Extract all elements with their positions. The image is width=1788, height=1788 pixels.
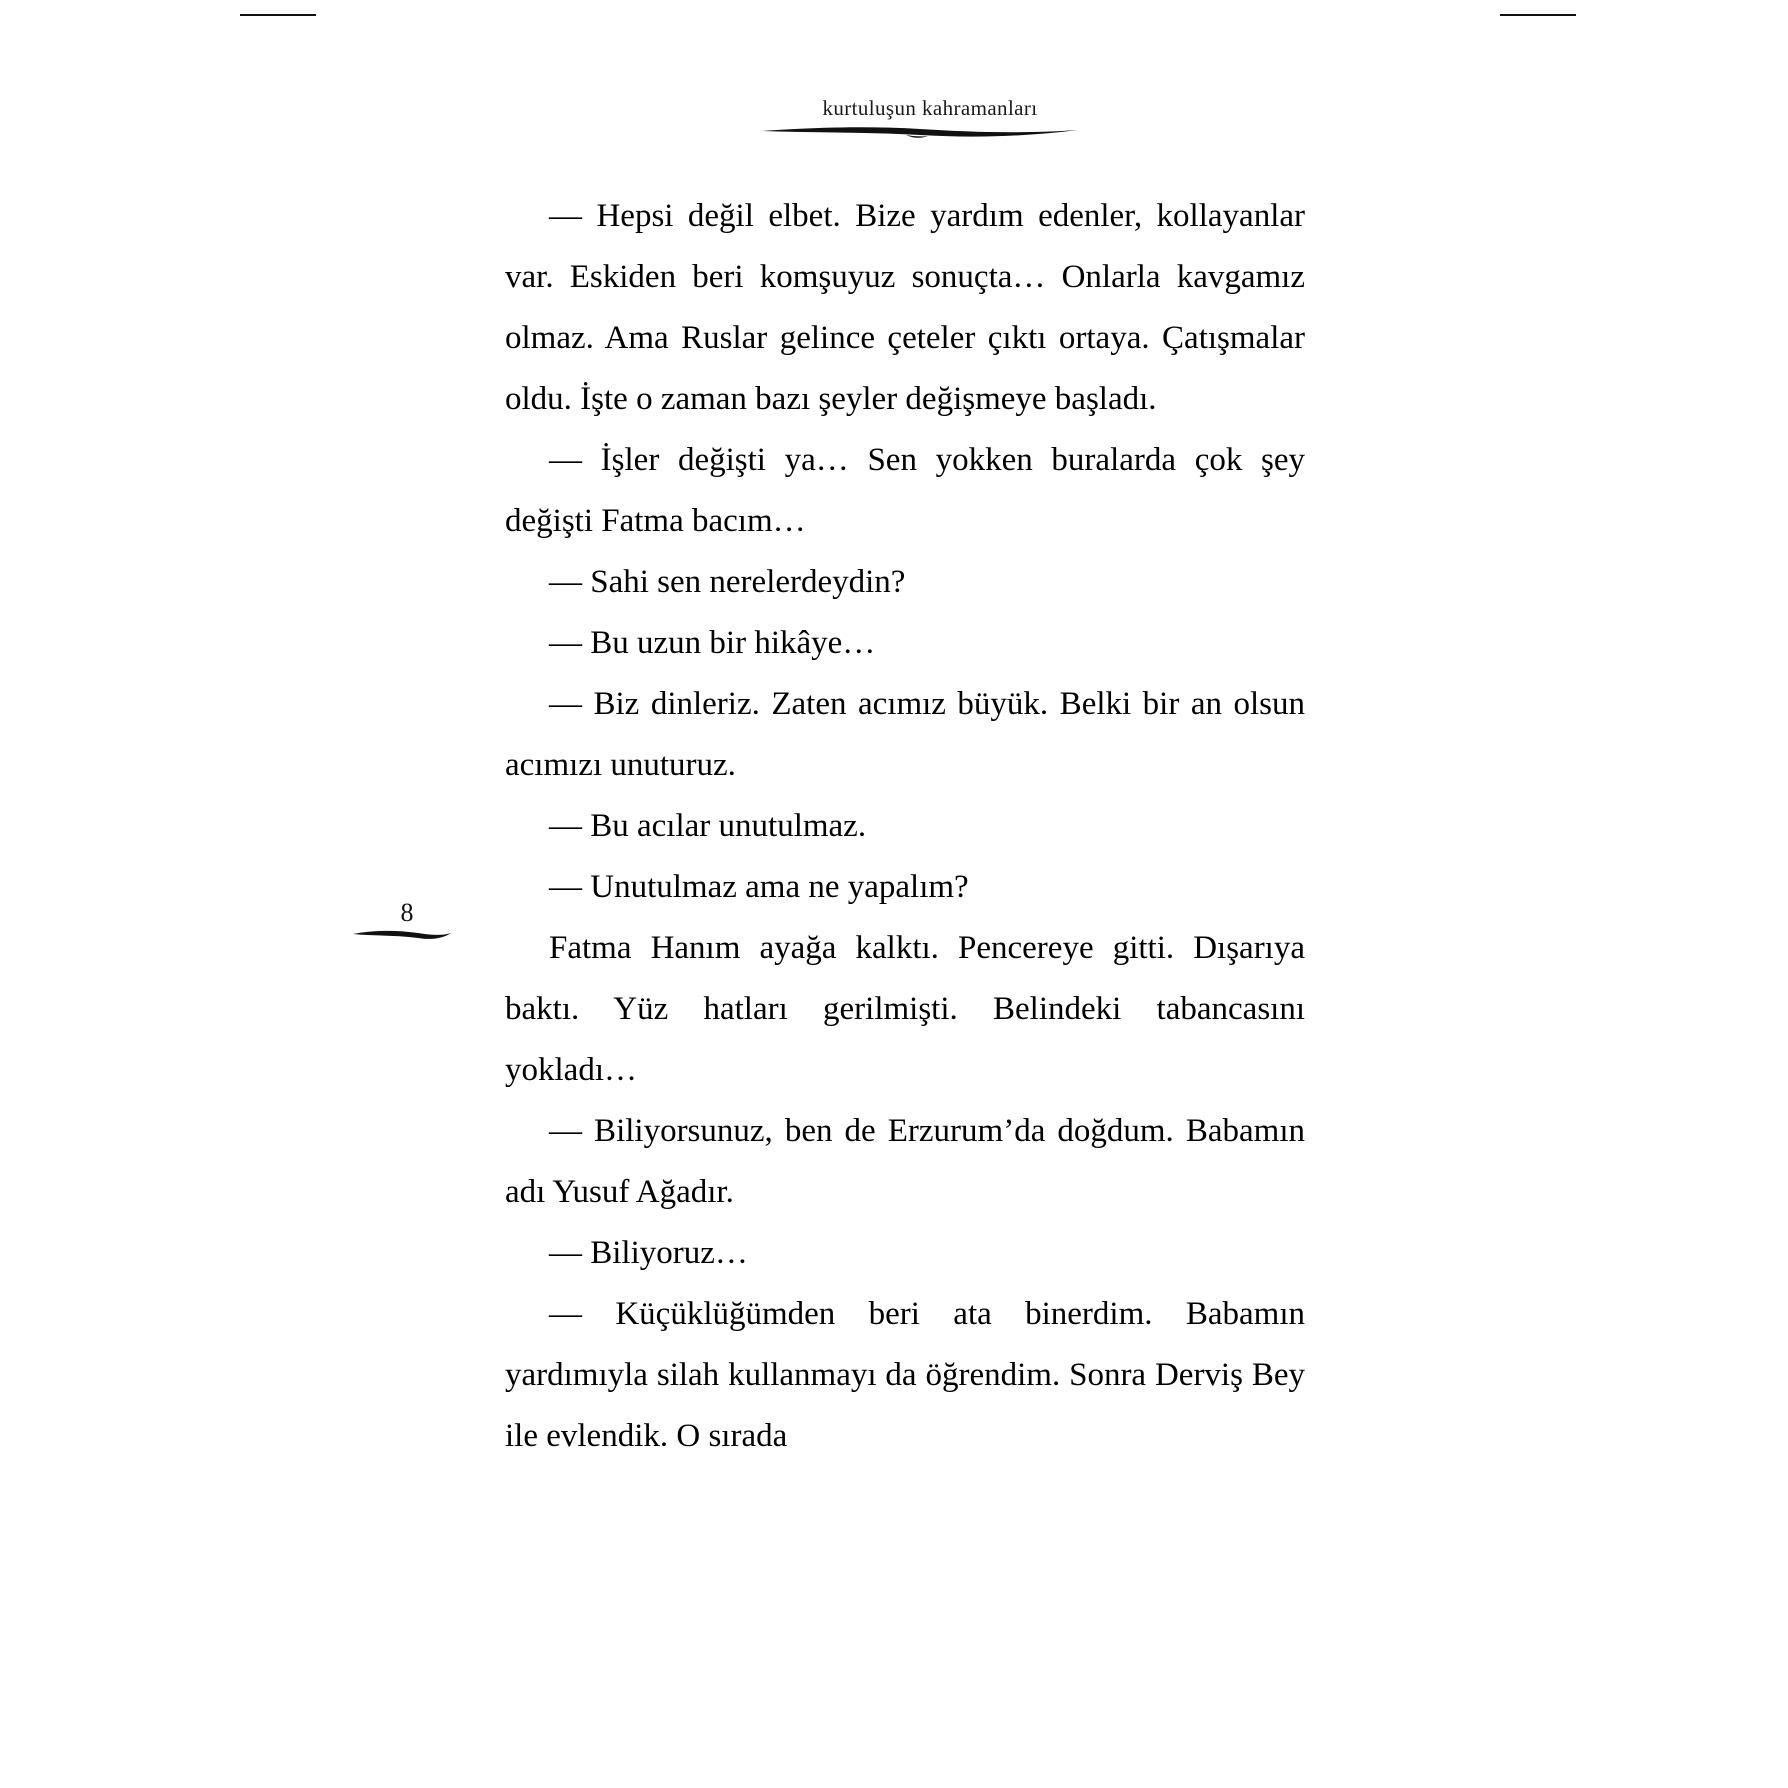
paragraph: — Unutulmaz ama ne yapalım? [549, 869, 969, 905]
crop-mark-top-right [1500, 14, 1576, 16]
paragraph: — Biz dinleriz. Zaten acımız büyük. Belki bir an olsun acımızı unuturuz. [505, 686, 1305, 783]
paragraph: — Bu uzun bir hikâye… [549, 625, 876, 661]
paragraph: — Küçüklüğümden beri ata binerdim. Babamın yardımıyla silah kullanmayı da öğrendim. Sonra Derviş Bey ile evlendik. O sırada [505, 1296, 1305, 1454]
paragraph: — Sahi sen nerelerdeydin? [549, 564, 906, 600]
crop-mark-top-left [240, 14, 316, 16]
paragraph: — Biliyorsunuz, ben de Erzurum’da doğdum. Babamın adı Yusuf Ağadır. [505, 1113, 1305, 1210]
page-folio [352, 900, 462, 941]
running-head [760, 96, 1100, 139]
paragraph: Fatma Hanım ayağa kalktı. Pencereye gitti. Dışarıya baktı. Yüz hatları gerilmişti. Belindeki tabancasını yokladı… [505, 930, 1305, 1088]
paragraph: — Hepsi değil elbet. Bize yardım edenler, kollayanlar var. Eskiden beri komşuyuz sonuçta… Onlarla kavgamız olmaz. Ama Ruslar gelince çeteler çıktı ortaya. Çatışmalar oldu. İşte o zaman bazı şeyler değişmeye başladı. [505, 198, 1305, 417]
paragraph: — Bu acılar unutulmaz. [549, 808, 867, 844]
page-number: 8 [400, 898, 414, 927]
folio-ornament-rule [352, 929, 452, 941]
paragraph: — İşler değişti ya… Sen yokken buralarda çok şey değişti Fatma bacım… [505, 442, 1305, 539]
running-head-text: kurtuluşun kahramanları [822, 96, 1038, 120]
running-head-ornament-rule [760, 125, 1080, 139]
paragraph: — Biliyoruz… [549, 1235, 748, 1271]
body-text [505, 186, 1305, 1467]
